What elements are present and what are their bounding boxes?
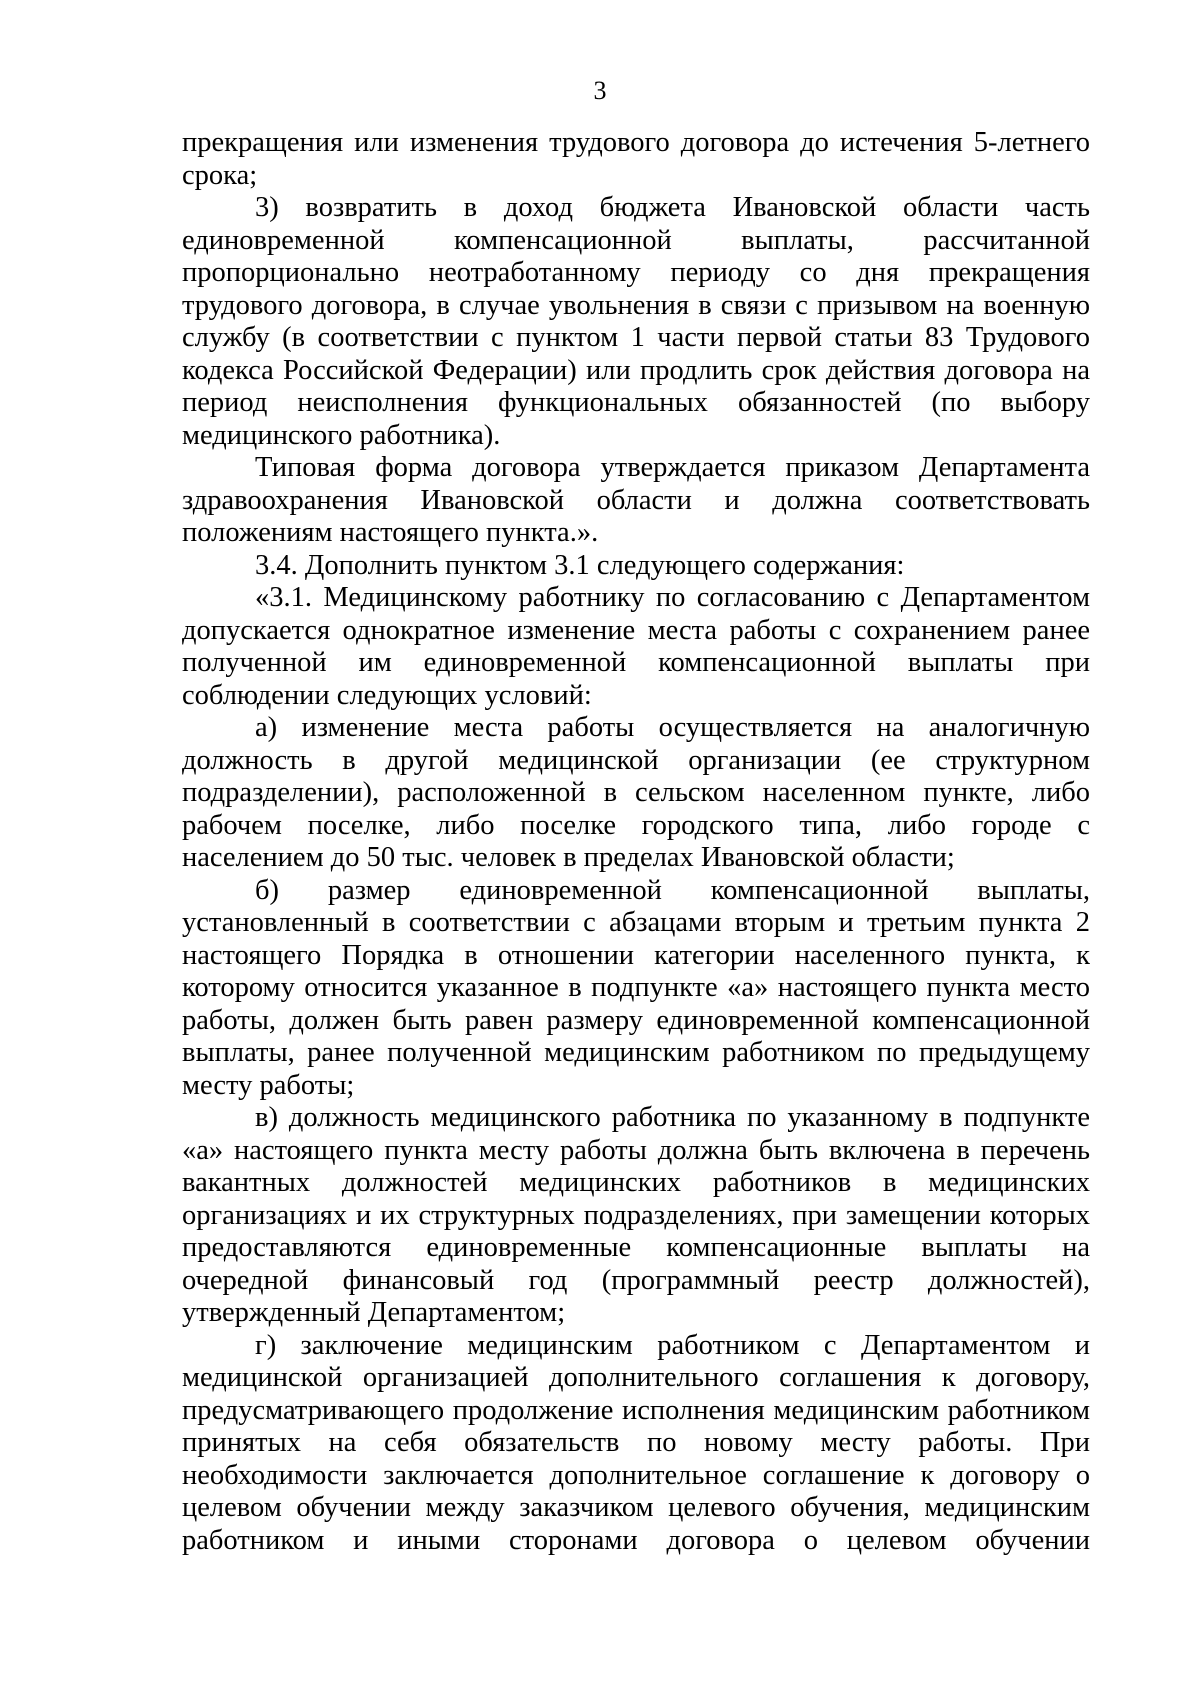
paragraph-condition-a: а) изменение места работы осуществляется на аналогичную должность в другой медицинской организации (ее структурном подразделении), расположенной в сельском населенном пункте, либо рабочем поселке, либо поселке городского типа, либо городе с населением до 50 тыс. человек в пределах Ивановской области; — [182, 712, 1090, 873]
paragraph-item-3: 3) возвратить в доход бюджета Ивановской области часть единовременной компенсационной выплаты, рассчитанной пропорционально неотработанному периоду со дня прекращения трудового договора, в случае увольнения в связи с призывом на военную службу (в соответствии с пунктом 1 части первой статьи 83 Трудового кодекса Российской Федерации) или продлить срок действия договора на период неисполнения функциональных обязанностей (по выбору медицинского работника). — [182, 192, 1090, 451]
paragraph-clause-3-1: «3.1. Медицинскому работнику по согласованию с Департаментом допускается однократное изменение места работы с сохранением ранее полученной им единовременной компенсационной выплаты при соблюдении следующих условий: — [182, 582, 1090, 711]
paragraph-condition-b: б) размер единовременной компенсационной выплаты, установленный в соответствии с абзацами вторым и третьим пункта 2 настоящего Порядка в отношении категории населенного пункта, к которому относится указанное в подпункте «а» настоящего пункта место работы, должен быть равен размеру единовременной компенсационной выплаты, ранее полученной медицинским работником по предыдущему месту работы; — [182, 874, 1090, 1101]
document-body — [182, 127, 1090, 1557]
paragraph-condition-g: г) заключение медицинским работником с Департаментом и медицинской организацией дополнительного соглашения к договору, предусматривающего продолжение исполнения медицинским работником принятых на себя обязательств по новому месту работы. При необходимости заключается дополнительное соглашение к договору о целевом обучении между заказчиком целевого обучения, медицинским работником и иными сторонами договора о целевом обучении — [182, 1329, 1090, 1556]
paragraph-continuation: прекращения или изменения трудового договора до истечения 5-летнего срока; — [182, 127, 1090, 191]
page-number: 3 — [593, 76, 607, 105]
paragraph-template-form: Типовая форма договора утверждается приказом Департамента здравоохранения Ивановской области и должна соответствовать положениям настоящего пункта.». — [182, 452, 1090, 548]
paragraph-condition-v: в) должность медицинского работника по указанному в подпункте «а» настоящего пункта месту работы должна быть включена в перечень вакантных должностей медицинских работников в медицинских организациях и их структурных подразделениях, при замещении которых предоставляются единовременные компенсационные выплаты на очередной финансовый год (программный реестр должностей), утвержденный Департаментом; — [182, 1102, 1090, 1328]
paragraph-amendment-3-4: 3.4. Дополнить пунктом 3.1 следующего содержания: — [255, 549, 905, 581]
